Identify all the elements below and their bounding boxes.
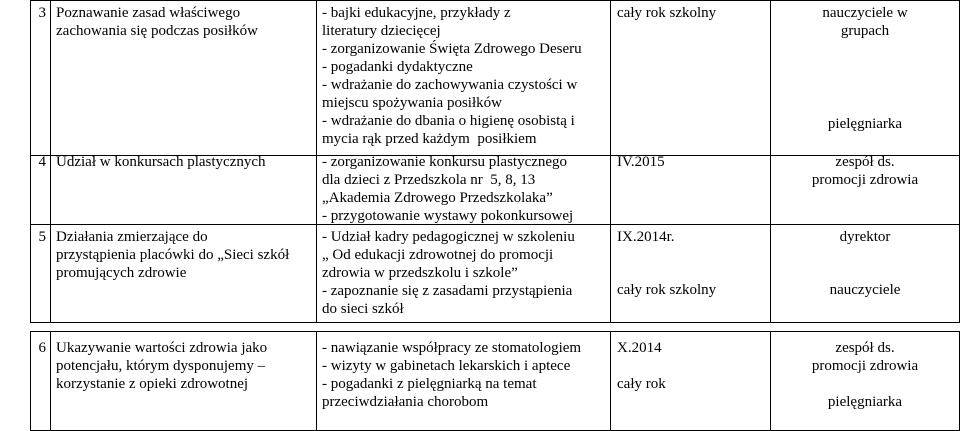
method-line: miejscu spożywania posiłków <box>322 95 502 111</box>
method-line: - pogadanki z pielęgniarką na temat <box>322 376 537 392</box>
responsible-text: zespół ds. <box>835 340 895 356</box>
task-text: Ukazywanie wartości zdrowia jako <box>56 340 268 356</box>
method-line: - zorganizowanie Święta Zdrowego Deseru <box>322 41 582 57</box>
method-line: - wdrażanie do dbania o higienę osobistą i <box>322 113 575 129</box>
method-line: mycia rąk przed każdym posiłkiem <box>322 131 537 147</box>
term-text: cały rok szkolny <box>617 5 717 21</box>
term-text: cały rok <box>617 376 666 392</box>
method-line: dla dzieci z Przedszkola nr 5, 8, 13 <box>322 172 536 188</box>
method-line: przeciwdziałania chorobom <box>322 394 489 410</box>
method-line: - bajki edukacyjne, przykłady z <box>322 5 511 21</box>
row-number: 6 <box>38 340 46 356</box>
task-text: promujących zdrowie <box>56 265 187 281</box>
method-line: - pogadanki dydaktyczne <box>322 59 473 75</box>
task-text: Udział w konkursach plastycznych <box>56 154 266 170</box>
term-text: IV.2015 <box>617 154 665 170</box>
term-text: IX.2014r. <box>617 229 675 245</box>
task-text: zachowania się podczas posiłków <box>56 23 259 39</box>
row-number: 4 <box>38 154 46 170</box>
task-text: korzystanie z opieki zdrowotnej <box>56 376 249 392</box>
task-text: Poznawanie zasad właściwego <box>56 5 241 21</box>
responsible-text: promocji zdrowia <box>811 358 919 374</box>
method-line: - przygotowanie wystawy pokonkursowej <box>322 208 574 224</box>
method-line: - nawiązanie współpracy ze stomatologiem <box>322 340 582 356</box>
task-text: Działania zmierzające do <box>56 229 208 245</box>
responsible-text: grupach <box>840 23 890 39</box>
row-number: 3 <box>38 5 46 21</box>
task-text: przystąpienia placówki do „Sieci szkół <box>56 247 290 263</box>
method-line: - zorganizowanie konkursu plastycznego <box>322 154 568 170</box>
row-number: 5 <box>38 229 46 245</box>
method-line: do sieci szkół <box>322 301 404 317</box>
responsible-text: zespół ds. <box>835 154 895 170</box>
method-line: - wdrażanie do zachowywania czystości w <box>322 77 578 93</box>
method-line: zdrowia w przedszkolu i szkole” <box>322 265 518 281</box>
method-line: - wizyty w gabinetach lekarskich i aptece <box>322 358 571 374</box>
method-line: - Udział kadry pedagogicznej w szkoleniu <box>322 229 575 245</box>
responsible-text: nauczyciele <box>829 282 901 298</box>
method-line: „ Od edukacji zdrowotnej do promocji <box>322 247 554 263</box>
responsible-text: dyrektor <box>839 229 891 245</box>
method-line: - zapoznanie się z zasadami przystąpienia <box>322 283 573 299</box>
responsible-text: pielęgniarka <box>827 116 903 132</box>
term-text: X.2014 <box>617 340 662 356</box>
method-line: literatury dziecięcej <box>322 23 441 39</box>
responsible-text: pielęgniarka <box>827 394 903 410</box>
task-text: potencjału, którym dysponujemy – <box>56 358 266 374</box>
responsible-text: nauczyciele w <box>822 5 908 21</box>
responsible-text: promocji zdrowia <box>811 172 919 188</box>
method-line: „Akademia Zdrowego Przedszkolaka” <box>322 190 553 206</box>
term-text: cały rok szkolny <box>617 282 717 298</box>
